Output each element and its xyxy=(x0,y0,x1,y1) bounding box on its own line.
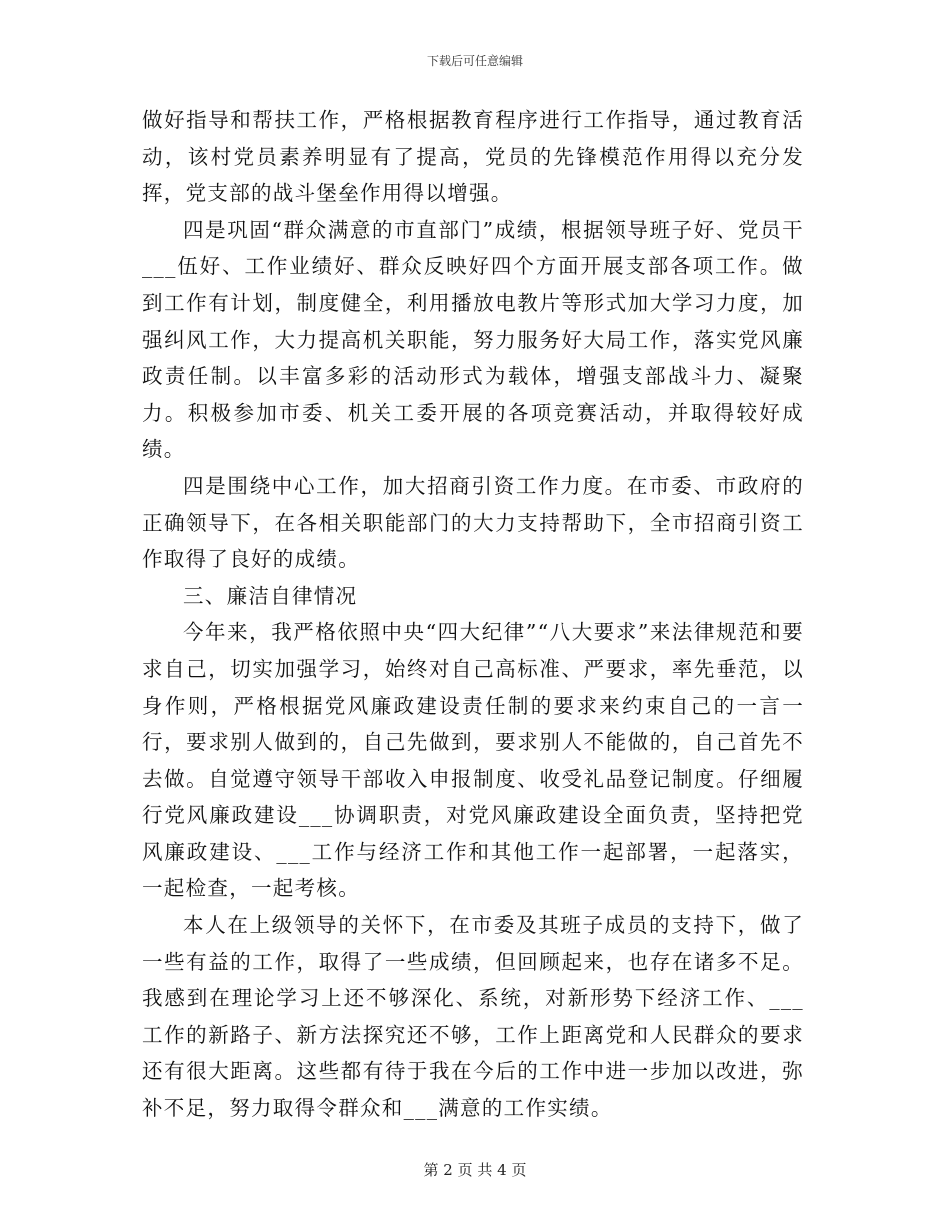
paragraph-investment-work: 四是围绕中心工作，加大招商引资工作力度。在市委、市政府的正确领导下，在各相关职能部门的大力支持帮助下，全市招商引资工作取得了良好的成绩。 xyxy=(142,473,804,572)
paragraph-consolidate-results: 四是巩固“群众满意的市直部门”成绩，根据领导班子好、党员干___伍好、工作业绩好、群众反映好四个方面开展支部各项工作。做到工作有计划，制度健全，利用播放电教片等形式加大学习力度，加强纠风工作，大力提高机关职能，努力服务好大局工作，落实党风廉政责任制。以丰富多彩的活动形式为载体，增强支部战斗力、凝聚力。积极参加市委、机关工委开展的各项竞赛活动，并取得较好成绩。 xyxy=(142,217,804,462)
paragraph-self-discipline: 今年来，我严格依照中央“四大纪律”“八大要求”来法律规范和要求自己，切实加强学习，始终对自己高标准、严要求，率先垂范，以身作则，严格根据党风廉政建设责任制的要求来约束自己的一言一行，要求别人做到的，自己先做到，要求别人不能做的，自己首先不去做。自觉遵守领导干部收入申报制度、收受礼品登记制度。仔细履行党风廉政建设___协调职责，对党风廉政建设全面负责，坚持把党风廉政建设、___工作与经济工作和其他工作一起部署，一起落实，一起检查，一起考核。 xyxy=(142,620,804,901)
page-header-note: 下载后可任意编辑 xyxy=(426,54,523,68)
paragraph-continuation: 做好指导和帮扶工作，严格根据教育程序进行工作指导，通过教育活动，该村党员素养明显有了提高，党员的先锋模范作用得以充分发挥，党支部的战斗堡垒作用得以增强。 xyxy=(142,108,804,206)
paragraph-shortcomings: 本人在上级领导的关怀下，在市委及其班子成员的支持下，做了一些有益的工作，取得了一些成绩，但回顾起来，也存在诸多不足。我感到在理论学习上还不够深化、系统，对新形势下经济工作、___工作的新路子、新方法探究还不够，工作上距离党和人民群众的要求还有很大距离。这些都有待于我在今后的工作中进一步加以改进，弥补不足，努力取得令群众和___满意的工作实绩。 xyxy=(142,913,804,1121)
page-number: 第 2 页 共 4 页 xyxy=(423,1161,527,1179)
section-heading-integrity: 三、廉洁自律情况 xyxy=(183,583,358,608)
document-body xyxy=(142,102,804,1127)
